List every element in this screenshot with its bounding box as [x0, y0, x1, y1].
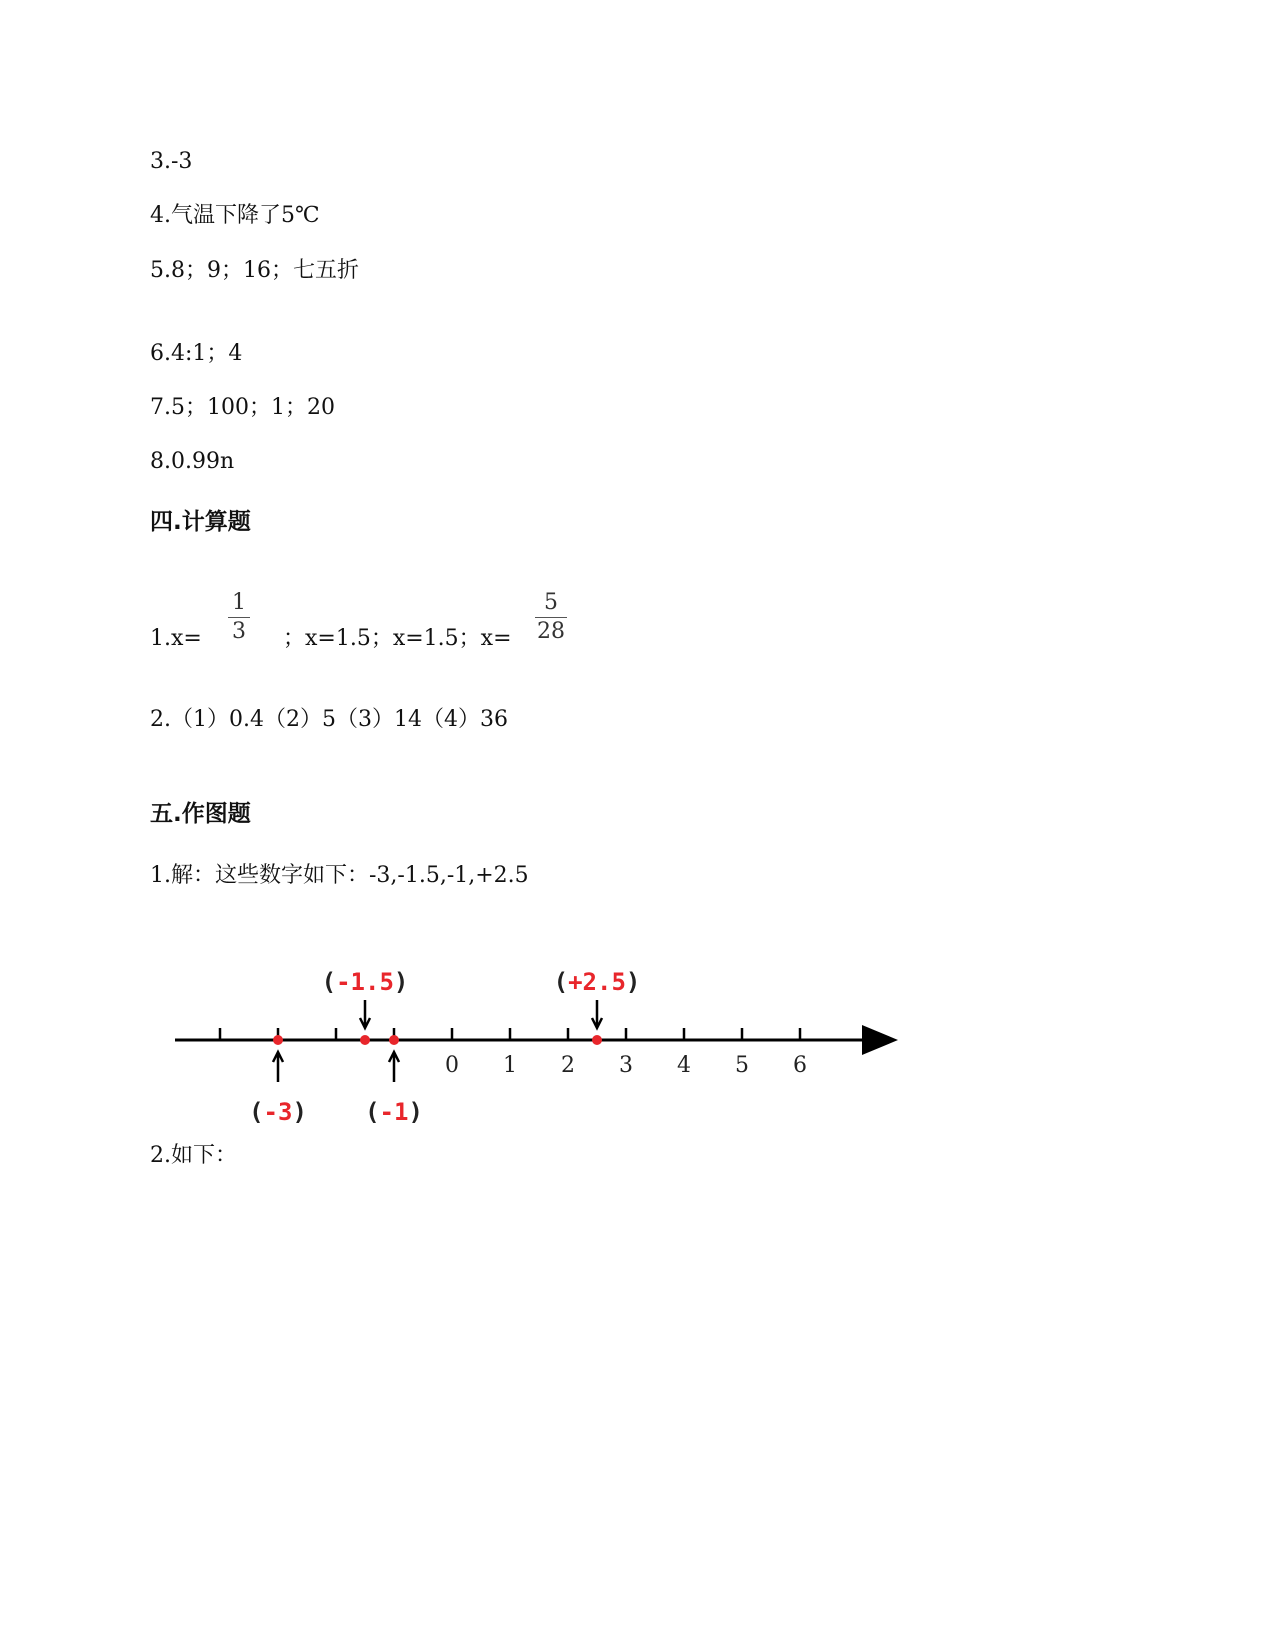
point-label: (-1.5)	[321, 968, 409, 996]
tick-label: 3	[619, 1053, 633, 1078]
tick-label: 2	[561, 1053, 575, 1078]
number-line-point	[389, 1035, 399, 1045]
pointer-arrow-icon	[389, 1052, 399, 1082]
drawing-answer-2: 2.如下：	[150, 1143, 237, 1168]
fraction-denominator: 3	[232, 619, 246, 644]
section-heading-drawing: 五.作图题	[150, 801, 251, 827]
number-line-point	[273, 1035, 283, 1045]
number-line-tick-labels	[445, 1053, 807, 1078]
tick-label: 0	[445, 1053, 459, 1078]
point-label: (-1)	[365, 1098, 423, 1125]
number-line-point-labels	[249, 968, 640, 1125]
pointer-arrow-icon	[592, 1000, 602, 1028]
point-label: (-3)	[249, 1098, 307, 1125]
fraction-numerator: 5	[544, 590, 558, 615]
calc-answer-1-prefix: 1.x=	[150, 626, 202, 651]
calc-answer-2: 2.（1）0.4（2）5（3）14（4）36	[150, 707, 508, 732]
tick-label: 4	[677, 1053, 691, 1078]
number-line-figure	[170, 955, 910, 1125]
pointer-arrow-icon	[273, 1052, 283, 1082]
section-heading-calculation: 四.计算题	[150, 509, 251, 535]
point-label: (+2.5)	[553, 968, 641, 996]
drawing-answer-1: 1.解：这些数字如下：-3,-1.5,-1,+2.5	[150, 863, 529, 888]
tick-label: 1	[503, 1053, 517, 1078]
tick-label: 6	[793, 1053, 807, 1078]
answer-3: 3.-3	[150, 149, 193, 174]
fraction-five-twentyeighths	[535, 590, 567, 645]
answer-6: 6.4:1；4	[150, 341, 243, 366]
answer-5: 5.8；9；16；七五折	[150, 258, 359, 283]
answer-4: 4.气温下降了5℃	[150, 203, 320, 228]
number-line-point	[360, 1035, 370, 1045]
answer-8: 8.0.99n	[150, 449, 235, 474]
number-line-ticks	[220, 1028, 800, 1040]
number-line-point	[592, 1035, 602, 1045]
pointer-arrow-icon	[360, 1000, 370, 1028]
answer-7: 7.5；100；1；20	[150, 395, 335, 420]
fraction-denominator: 28	[537, 619, 565, 644]
fraction-numerator: 1	[232, 590, 246, 615]
fraction-one-third	[228, 590, 250, 645]
tick-label: 5	[735, 1053, 749, 1078]
fraction-bar	[228, 617, 250, 618]
fraction-bar	[535, 617, 567, 618]
calc-answer-1-middle: ；x=1.5；x=1.5；x=	[283, 626, 512, 651]
